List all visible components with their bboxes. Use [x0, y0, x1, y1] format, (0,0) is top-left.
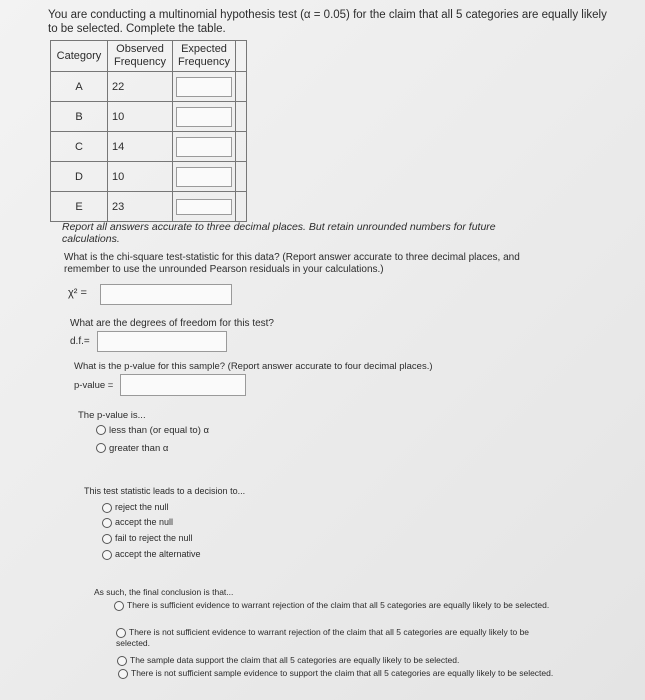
header-category: Category — [51, 41, 108, 72]
row-category: C — [51, 132, 108, 162]
option-label: There is not sufficient sample evidence to support the claim that all 5 categories are equally likely to be selected. — [131, 668, 554, 678]
radio-icon[interactable] — [102, 534, 112, 544]
option-label: reject the null — [115, 502, 169, 512]
table-edge — [236, 132, 247, 162]
table-edge — [236, 41, 247, 72]
radio-icon[interactable] — [116, 628, 126, 638]
df-label: d.f.= — [70, 336, 90, 347]
row-expected-cell — [173, 162, 236, 192]
conclusion-option-3[interactable] — [117, 655, 567, 666]
row-category: D — [51, 162, 108, 192]
p-value-input[interactable] — [120, 374, 246, 396]
option-label: fail to reject the null — [115, 533, 193, 543]
chi-square-input[interactable] — [100, 284, 232, 305]
row-category: A — [51, 72, 108, 102]
table-row — [51, 102, 247, 132]
table-row — [51, 132, 247, 162]
conclusion-prompt: As such, the final conclusion is that... — [94, 587, 234, 597]
df-prompt: What are the degrees of freedom for this test? — [70, 318, 274, 329]
compare-option-greater[interactable] — [96, 443, 168, 454]
radio-icon[interactable] — [117, 656, 127, 666]
radio-icon[interactable] — [96, 443, 106, 453]
compare-prompt: The p-value is... — [78, 410, 146, 421]
problem-intro: You are conducting a multinomial hypothesis test (α = 0.05) for the claim that all 5 categories are equally likely to be selected. Complete the table. — [48, 9, 607, 35]
chi-square-prompt: What is the chi-square test-statistic for this data? (Report answer accurate to three decimal places, and remember to use the unrounded Pearson residuals in your calculations.) — [64, 252, 520, 275]
row-observed: 10 — [108, 102, 173, 132]
p-value-label: p-value = — [74, 380, 114, 391]
table-edge — [236, 192, 247, 222]
option-label: There is sufficient evidence to warrant rejection of the claim that all 5 categories are equally likely to be selected. — [127, 600, 550, 610]
radio-icon[interactable] — [96, 425, 106, 435]
conclusion-option-4[interactable] — [118, 668, 568, 679]
conclusion-option-1[interactable] — [114, 600, 564, 611]
header-expected: Expected Frequency — [173, 41, 236, 72]
row-expected-cell — [173, 192, 236, 222]
row-observed: 10 — [108, 162, 173, 192]
radio-icon[interactable] — [102, 518, 112, 528]
decision-option-reject[interactable] — [102, 502, 169, 513]
row-observed: 23 — [108, 192, 173, 222]
option-label: accept the null — [115, 517, 174, 527]
expected-input-c[interactable] — [176, 137, 232, 157]
table-row — [51, 72, 247, 102]
row-expected-cell — [173, 72, 236, 102]
table-row — [51, 162, 247, 192]
decision-option-accept-alternative[interactable] — [102, 549, 201, 560]
conclusion-option-2[interactable] — [116, 627, 556, 648]
frequency-table — [50, 40, 247, 222]
decision-prompt: This test statistic leads to a decision to... — [84, 486, 246, 496]
header-observed: Observed Frequency — [108, 41, 173, 72]
compare-option-less[interactable] — [96, 425, 209, 436]
chi-square-label: χ² = — [68, 287, 87, 299]
radio-icon[interactable] — [114, 601, 124, 611]
row-expected-cell — [173, 102, 236, 132]
option-label: less than (or equal to) α — [109, 425, 210, 436]
radio-icon[interactable] — [102, 550, 112, 560]
expected-input-b[interactable] — [176, 107, 232, 127]
row-observed: 14 — [108, 132, 173, 162]
option-label: greater than α — [109, 443, 169, 454]
decision-option-fail-to-reject[interactable] — [102, 533, 193, 544]
row-category: E — [51, 192, 108, 222]
table-edge — [236, 72, 247, 102]
expected-input-a[interactable] — [176, 77, 232, 97]
row-observed: 22 — [108, 72, 173, 102]
option-label: There is not sufficient evidence to warrant rejection of the claim that all 5 categories are equally likely to be selected. — [116, 627, 530, 648]
option-label: The sample data support the claim that all 5 categories are equally likely to be selected. — [130, 655, 460, 665]
row-expected-cell — [173, 132, 236, 162]
rounding-note: Report all answers accurate to three decimal places. But retain unrounded numbers for future calculations. — [62, 221, 496, 245]
radio-icon[interactable] — [102, 503, 112, 513]
expected-input-e[interactable] — [176, 199, 232, 215]
table-edge — [236, 162, 247, 192]
radio-icon[interactable] — [118, 669, 128, 679]
row-category: B — [51, 102, 108, 132]
table-row — [51, 192, 247, 222]
decision-option-accept-null[interactable] — [102, 517, 173, 528]
table-header-row — [51, 41, 247, 72]
table-edge — [236, 102, 247, 132]
p-value-prompt: What is the p-value for this sample? (Report answer accurate to four decimal places.) — [74, 361, 433, 372]
option-label: accept the alternative — [115, 549, 201, 559]
df-input[interactable] — [97, 331, 227, 352]
expected-input-d[interactable] — [176, 167, 232, 187]
